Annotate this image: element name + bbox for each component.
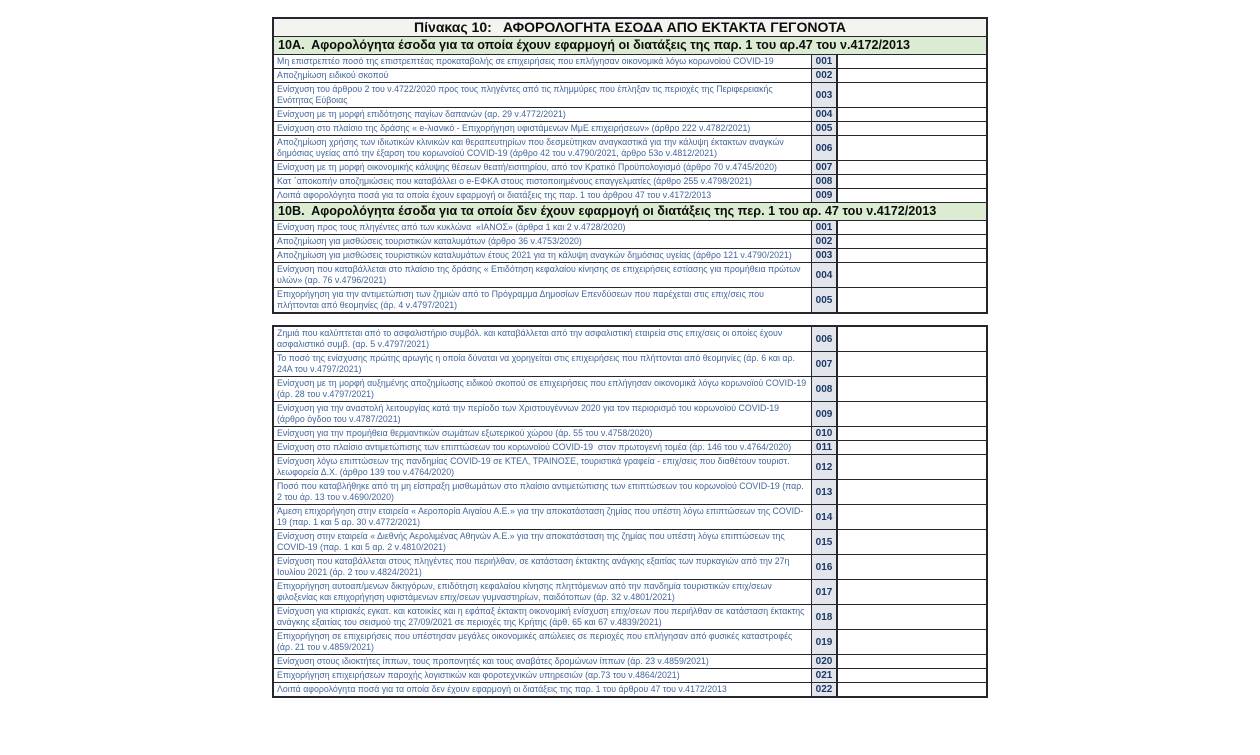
- section-10b-rows-part2: [274, 327, 986, 696]
- row-code-badge: 003: [811, 83, 838, 107]
- table-row: [274, 249, 986, 263]
- row-description: Το ποσό της ενίσχυσης πρώτης αρωγής η οποία δύναται να χορηγείται στις επιχειρήσεις που πλήττονται από θεομηνίες (άρ. 6 και αρ. 24Α του ν.4797/2021): [277, 353, 798, 374]
- row-code-badge: 009: [811, 402, 838, 426]
- table-row: [274, 630, 986, 655]
- row-amount-field[interactable]: [838, 655, 986, 668]
- row-description: Ενίσχυση στο πλαίσιο της δράσης « e-λιανικό - Επιχορήγηση υφιστάμενων ΜμΕ επιχειρήσεων» (άρθρο 222 ν.4782/2021): [277, 123, 751, 133]
- row-code-badge: 001: [811, 221, 838, 234]
- row-description: Ενίσχυση για την προμήθεια θερμαντικών σωμάτων εξωτερικού χώρου (άρ. 55 του ν.4758/2020): [277, 428, 653, 438]
- row-amount-field[interactable]: [838, 555, 986, 579]
- row-description: Μη επιστρεπτέο ποσό της επιστρεπτέας προκαταβολής σε επιχειρήσεις που επλήγησαν οικονομικά λόγω κορωνοϊού COVID-19: [277, 56, 774, 66]
- table-row: [274, 441, 986, 455]
- row-description: Ενίσχυση με τη μορφή οικονομικής κάλυψης θέσεων θεατή/εισιτηρίου, από τον Κρατικό Προϋπολογισμό (άρθρο 70 ν.4745/2020): [277, 162, 777, 172]
- row-amount-field[interactable]: [838, 83, 986, 107]
- row-amount-field[interactable]: [838, 480, 986, 504]
- table-row: [274, 530, 986, 555]
- row-description: Ενίσχυση που καταβάλλεται στο πλαίσιο της δράσης « Επιδότηση κεφαλαίου κίνησης σε επιχειρήσεις εστίασης για προμήθεια πρώτων υλών» (αρ. 76 ν.4796/2021): [277, 264, 803, 285]
- table-row: [274, 455, 986, 480]
- row-code-badge: 021: [811, 669, 838, 682]
- row-code-badge: 004: [811, 108, 838, 121]
- row-description: Ενίσχυση προς τους πληγέντες από των κυκλώνα «ΙΑΝΟΣ» (άρθρα 1 και 2 ν.4728/2020): [277, 222, 626, 232]
- row-amount-field[interactable]: [838, 683, 986, 696]
- row-code-badge: 016: [811, 555, 838, 579]
- table-row: [274, 122, 986, 136]
- row-code-badge: 003: [811, 249, 838, 262]
- row-description: Άμεση επιχορήγηση στην εταιρεία « Αεροπορία Αιγαίου Α.Ε.» για την αποκατάσταση ζημίας που υπέστη λόγω επιπτώσεων της COVID-19 (παρ. 1 και 5 αρ. 30 ν.4772/2021): [277, 506, 804, 527]
- row-code-badge: 006: [811, 136, 838, 160]
- row-description: Αποζημίωση για μισθώσεις τουριστικών καταλυμάτων έτους 2021 για τη κάλυψη αναγκών δημόσιας υγείας (άρθρο 121 ν.4790/2021): [277, 250, 792, 260]
- row-amount-field[interactable]: [838, 605, 986, 629]
- row-description: Λοιπά αφορολόγητα ποσά για τα οποία δεν έχουν εφαρμογή οι διατάξεις της παρ. 1 του άρθρου 47 του ν.4172/2013: [277, 684, 727, 694]
- row-amount-field[interactable]: [838, 580, 986, 604]
- row-description: Ποσό που καταβλήθηκε από τη μη είσπραξη μισθωμάτων στο πλαίσιο αντιμετώπισης των επιπτώσεων του κορωνοϊού COVID-19 (παρ. 2 του άρ. 13 του ν.4690/2020): [277, 481, 807, 502]
- table-block-upper: [272, 17, 988, 314]
- row-code-badge: 020: [811, 655, 838, 668]
- row-amount-field[interactable]: [838, 505, 986, 529]
- row-description: Ενίσχυση του άρθρου 2 του ν.4722/2020 προς τους πληγέντες από τις πλημμύρες που έπληξαν τις περιοχές της Περιφερειακής Ενότητας Εύβοιας: [277, 84, 776, 105]
- row-code-badge: 006: [811, 327, 838, 351]
- row-code-badge: 013: [811, 480, 838, 504]
- table-row: [274, 555, 986, 580]
- table-row: [274, 480, 986, 505]
- section-10b-rows-part1: [274, 221, 986, 312]
- row-description: Ενίσχυση στο πλαίσιο αντιμετώπισης των επιπτώσεων του κορωνοϊού COVID-19 στον πρωτογενή τομέα (άρ. 146 του ν.4764/2020): [277, 442, 792, 452]
- row-amount-field[interactable]: [838, 249, 986, 262]
- row-code-badge: 008: [811, 377, 838, 401]
- row-description: Αποζημίωση ειδικού σκοπού: [277, 70, 389, 80]
- table-row: [274, 605, 986, 630]
- tax-table-10: [272, 17, 988, 698]
- table-row: [274, 427, 986, 441]
- row-amount-field[interactable]: [838, 630, 986, 654]
- row-amount-field[interactable]: [838, 455, 986, 479]
- row-description: Ενίσχυση λόγω επιπτώσεων της πανδημίας COVID-19 σε ΚΤΕΛ, ΤΡΑΙΝΟΣΕ, τουριστικά γραφεία - επιχ/σεις που διαθέτουν τουριστ. λεωφορεία Δ.Χ. (άρθρο 139 του ν.4764/2020): [277, 456, 793, 477]
- row-description: Ενίσχυση με τη μορφή επιδότησης παγίων δαπανών (αρ. 29 ν.4772/2021): [277, 109, 566, 119]
- row-amount-field[interactable]: [838, 530, 986, 554]
- row-amount-field[interactable]: [838, 136, 986, 160]
- table-row: [274, 83, 986, 108]
- table-row: [274, 655, 986, 669]
- row-description: Επιχορήγηση επιχειρήσεων παροχής λογιστικών και φοροτεχνικών υπηρεσιών (αρ.73 του ν.4864/2021): [277, 670, 680, 680]
- row-code-badge: 001: [811, 55, 838, 68]
- row-amount-field[interactable]: [838, 352, 986, 376]
- row-amount-field[interactable]: [838, 69, 986, 82]
- row-description: Επιχορήγηση για την αντιμετώπιση των ζημιών από το Πρόγραμμα Δημοσίων Επενδύσεων που παρέχεται στις επιχ/σεις που πλήττονται από θεομηνίες (άρ. 4 ν.4797/2021): [277, 289, 767, 310]
- table-row: [274, 288, 986, 312]
- table-row: [274, 235, 986, 249]
- table-row: [274, 108, 986, 122]
- row-code-badge: 010: [811, 427, 838, 440]
- row-description: Ζημιά που καλύπτεται από το ασφαλιστήριο συμβόλ. και καταβάλλεται από την ασφαλιστική εταιρεία στις επιχ/σεις οι οποίες έχουν ασφαλιστικό συμβ. (αρ. 5 ν.4797/2021): [277, 328, 785, 349]
- row-description: Ενίσχυση που καταβάλλεται στους πληγέντες που περιήλθαν, σε κατάσταση έκτακτης ανάγκης εξαιτίας των πυρκαγιών από την 27η Ιουλίου 2021 (άρ. 2 του ν.4824/2021): [277, 556, 792, 577]
- row-amount-field[interactable]: [838, 122, 986, 135]
- table-row: [274, 55, 986, 69]
- table-row: [274, 327, 986, 352]
- row-amount-field[interactable]: [838, 55, 986, 68]
- row-amount-field[interactable]: [838, 288, 986, 312]
- row-description: Ενίσχυση για την αναστολή λειτουργίας κατά την περίοδο των Χριστουγέννων 2020 για τον περιορισμό του κορωνοϊού COVID-19 (άρθρο όγδοο του ν.4787/2021): [277, 403, 782, 424]
- row-code-badge: 005: [811, 122, 838, 135]
- row-amount-field[interactable]: [838, 441, 986, 454]
- row-code-badge: 004: [811, 263, 838, 287]
- row-amount-field[interactable]: [838, 161, 986, 174]
- table-row: [274, 505, 986, 530]
- row-amount-field[interactable]: [838, 669, 986, 682]
- row-code-badge: 002: [811, 69, 838, 82]
- section-10a-rows: [274, 55, 986, 202]
- row-code-badge: 005: [811, 288, 838, 312]
- row-code-badge: 008: [811, 175, 838, 188]
- row-code-badge: 009: [811, 189, 838, 202]
- table-row: [274, 175, 986, 189]
- row-code-badge: 011: [811, 441, 838, 454]
- table-row: [274, 189, 986, 202]
- section-10b-header: 10Β. Αφορολόγητα έσοδα για τα οποία δεν έχουν εφαρμογή οι διατάξεις της περ. 1 του αρ. 47 του ν.4172/2013: [274, 202, 986, 221]
- table-row: [274, 580, 986, 605]
- row-description: Αποζημίωση χρήσης των ιδιωτικών κλινικών και θεραπευτηρίων που δεσμεύτηκαν αναγκαστικά για την κάλυψη έκτακτων αναγκών δημόσιας υγείας από την έξαρση του κορωνοϊού COVID-19 (άρθρο 42 του ν.4790/2021, άρθρο 53ο ν.4812/2021): [277, 137, 787, 158]
- row-code-badge: 007: [811, 161, 838, 174]
- row-description: Ενίσχυση με τη μορφή αυξημένης αποζημίωσης ειδικού σκοπού σε επιχειρήσεις που επλήγησαν οικονομικά λόγω κορωνοϊού COVID-19 (άρ. 28 του ν.4797/2021): [277, 378, 809, 399]
- table-row: [274, 221, 986, 235]
- table-row: [274, 69, 986, 83]
- row-code-badge: 014: [811, 505, 838, 529]
- row-description: Λοιπά αφορολόγητα ποσά για τα οποία έχουν εφαρμογή οι διατάξεις της παρ. 1 του άρθρου 47 του ν.4172/2013: [277, 190, 712, 200]
- row-code-badge: 019: [811, 630, 838, 654]
- row-amount-field[interactable]: [838, 327, 986, 351]
- row-code-badge: 022: [811, 683, 838, 696]
- section-10a-header: 10Α. Αφορολόγητα έσοδα για τα οποία έχουν εφαρμογή οι διατάξεις της παρ. 1 του αρ.47 του ν.4172/2013: [274, 37, 986, 55]
- row-amount-field[interactable]: [838, 108, 986, 121]
- row-amount-field[interactable]: [838, 427, 986, 440]
- row-description: Επιχορήγηση σε επιχειρήσεις που υπέστησαν μεγάλες οικονομικές απώλειες σε περιοχές που επλήγησαν από φυσικές καταστροφές (άρ. 21 του ν.4859/2021): [277, 631, 795, 652]
- table-row: [274, 352, 986, 377]
- table-row: [274, 402, 986, 427]
- table-row: [274, 377, 986, 402]
- table-row: [274, 161, 986, 175]
- row-amount-field[interactable]: [838, 175, 986, 188]
- row-description: Ενίσχυση για κτιριακές εγκατ. και κατοικίες και η εφάπαξ έκτακτη οικονομική ενίσχυση επιχ/σεων που περιήλθαν σε κατάσταση έκτακτης ανάγκης εξαιτίας του σεισμού της 27/09/2021 σε περιοχές της Κρήτης (άρθ. 65 και 67 ν.4839/2021): [277, 606, 807, 627]
- row-code-badge: 007: [811, 352, 838, 376]
- row-code-badge: 015: [811, 530, 838, 554]
- table-block-lower: [272, 325, 988, 698]
- row-amount-field[interactable]: [838, 263, 986, 287]
- table-row: [274, 263, 986, 288]
- row-amount-field[interactable]: [838, 377, 986, 401]
- row-description: Κατ ΄αποκοπήν αποζημιώσεις που καταβάλλει ο e-ΕΦΚΑ στους πιστοποιημένους επαγγελματίες (άρθρο 255 ν.4798/2021): [277, 176, 752, 186]
- row-amount-field[interactable]: [838, 235, 986, 248]
- table-title: Πίνακας 10: ΑΦΟΡΟΛΟΓΗΤΑ ΕΣΟΔΑ ΑΠΟ ΕΚΤΑΚΤΑ ΓΕΓΟΝΟΤΑ: [274, 19, 986, 37]
- row-code-badge: 018: [811, 605, 838, 629]
- row-amount-field[interactable]: [838, 402, 986, 426]
- row-amount-field[interactable]: [838, 221, 986, 234]
- row-description: Αποζημίωση για μισθώσεις τουριστικών καταλυμάτων (άρθρο 36 ν.4753/2020): [277, 236, 582, 246]
- table-row: [274, 136, 986, 161]
- row-code-badge: 017: [811, 580, 838, 604]
- row-code-badge: 012: [811, 455, 838, 479]
- table-row: [274, 683, 986, 696]
- table-row: [274, 669, 986, 683]
- row-description: Ενίσχυση στην εταιρεία « Διεθνής Αερολιμένας Αθηνών Α.Ε.» για την αποκατάσταση της ζημίας που υπέστη λόγω επιπτώσεων της COVID-19 (παρ. 1 και 5 αρ. 2 ν.4810/2021): [277, 531, 788, 552]
- row-code-badge: 002: [811, 235, 838, 248]
- row-description: Ενίσχυση στους ιδιοκτήτες ίππων, τους προπονητές και τους αναβάτες δρομώνων ίππων (άρ. 23 ν.4859/2021): [277, 656, 709, 666]
- row-description: Επιχορήγηση αυτοαπ/μενων δικηγόρων, επιδότηση κεφαλαίου κίνησης πληττόμενων από την πανδημία τουριστικών επιχ/σεων φιλοξενίας και επιχορήγηση υφιστάμενων επιχ/σεων γυμναστηρίων, παιδότοπων (άρ. 32 ν.4801/2021): [277, 581, 775, 602]
- row-amount-field[interactable]: [838, 189, 986, 202]
